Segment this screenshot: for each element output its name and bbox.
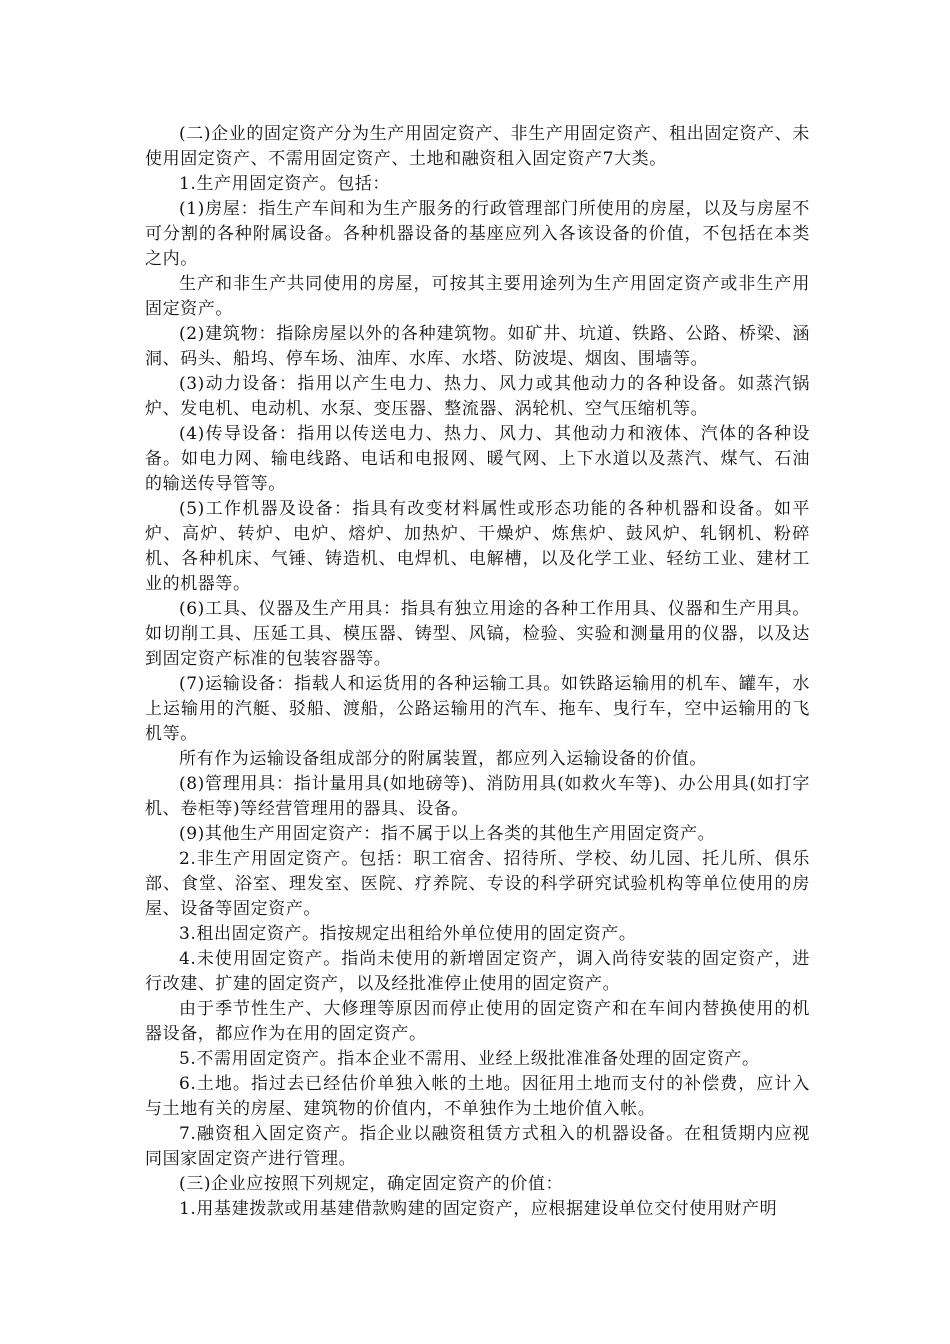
- paragraph-land: 6.土地。指过去已经估价单独入帐的土地。因征用土地而支付的补偿费，应计入与土地有关的房屋、建筑物的价值内，不单独作为土地价值入帐。: [145, 1074, 810, 1119]
- paragraph-section-3-valuation: (三)企业应按照下列规定，确定固定资产的价值：: [179, 1174, 564, 1194]
- paragraph-production-assets-heading: 1.生产用固定资产。包括：: [179, 174, 391, 194]
- paragraph-transport-accessories: 所有作为运输设备组成部分的附属装置，都应列入运输设备的价值。: [179, 749, 707, 769]
- paragraph-item-1-buildings: (1)房屋：指生产车间和为生产服务的行政管理部门所使用的房屋，以及与房屋不可分割的各种附属设备。各种机器设备的基座应列入各该设备的价值，不包括在本类之内。: [145, 199, 810, 269]
- paragraph-non-production-assets: 2.非生产用固定资产。包括：职工宿舍、招待所、学校、幼儿园、托儿所、俱乐部、食堂、浴室、理发室、医院、疗养院、专设的科学研究试验机构等单位使用的房屋、设备等固定资产。: [145, 849, 810, 919]
- paragraph-unneeded-assets: 5.不需用固定资产。指本企业不需用、业经上级批准准备处理的固定资产。: [179, 1049, 760, 1069]
- paragraph-item-8-management-tools: (8)管理用具：指计量用具(如地磅等)、消防用具(如救火车等)、办公用具(如打字机、卷柜等)等经营管理用的器具、设备。: [145, 774, 810, 819]
- paragraph-section-2-intro: (二)企业的固定资产分为生产用固定资产、非生产用固定资产、租出固定资产、未使用固定资产、不需用固定资产、土地和融资租入固定资产7大类。: [145, 124, 810, 169]
- paragraph-item-4-transmission-equipment: (4)传导设备：指用以传送电力、热力、风力、其他动力和液体、汽体的各种设备。如电力网、输电线路、电话和电报网、暖气网、上下水道以及蒸汽、煤气、石油的输送传导管等。: [145, 424, 810, 494]
- paragraph-item-3-power-equipment: (3)动力设备：指用以产生电力、热力、风力或其他动力的各种设备。如蒸汽锅炉、发电机、电动机、水泵、变压器、整流器、涡轮机、空气压缩机等。: [145, 374, 810, 419]
- paragraph-item-2-structures: (2)建筑物：指除房屋以外的各种建筑物。如矿井、坑道、铁路、公路、桥梁、涵洞、码头、船坞、停车场、油库、水库、水塔、防波堤、烟囱、围墙等。: [145, 324, 810, 369]
- paragraph-shared-buildings: 生产和非生产共同使用的房屋，可按其主要用途列为生产用固定资产或非生产用固定资产。: [145, 274, 810, 319]
- paragraph-leased-out-assets: 3.租出固定资产。指按规定出租给外单位使用的固定资产。: [179, 924, 637, 944]
- paragraph-finance-leased-assets: 7.融资租入固定资产。指企业以融资租赁方式租入的机器设备。在租赁期内应视同国家固定资产进行管理。: [145, 1124, 810, 1169]
- paragraph-valuation-item-1: 1.用基建拨款或用基建借款购建的固定资产，应根据建设单位交付使用财产明: [179, 1199, 778, 1219]
- document-body: [145, 122, 810, 1222]
- paragraph-item-5-working-machines: (5)工作机器及设备：指具有改变材料属性或形态功能的各种机器和设备。如平炉、高炉、转炉、电炉、熔炉、加热炉、干燥炉、炼焦炉、鼓风炉、轧钢机、粉碎机、各种机床、气锤、铸造机、电焊机、电解槽，以及化学工业、轻纺工业、建材工业的机器等。: [145, 499, 810, 594]
- paragraph-seasonal-stoppage: 由于季节性生产、大修理等原因而停止使用的固定资产和在车间内替换使用的机器设备，都应作为在用的固定资产。: [145, 999, 810, 1044]
- paragraph-item-6-tools-instruments: (6)工具、仪器及生产用具：指具有独立用途的各种工作用具、仪器和生产用具。如切削工具、压延工具、模压器、铸型、风镐，检验、实验和测量用的仪器，以及达到固定资产标准的包装容器等。: [145, 599, 810, 669]
- paragraph-item-7-transport-equipment: (7)运输设备：指载人和运货用的各种运输工具。如铁路运输用的机车、罐车，水上运输用的汽艇、驳船、渡船，公路运输用的汽车、拖车、曳行车，空中运输用的飞机等。: [145, 674, 810, 744]
- paragraph-item-9-other-production-assets: (9)其他生产用固定资产：指不属于以上各类的其他生产用固定资产。: [179, 824, 716, 844]
- paragraph-unused-assets: 4.未使用固定资产。指尚未使用的新增固定资产，调入尚待安装的固定资产，进行改建、扩建的固定资产，以及经批准停止使用的固定资产。: [145, 949, 810, 994]
